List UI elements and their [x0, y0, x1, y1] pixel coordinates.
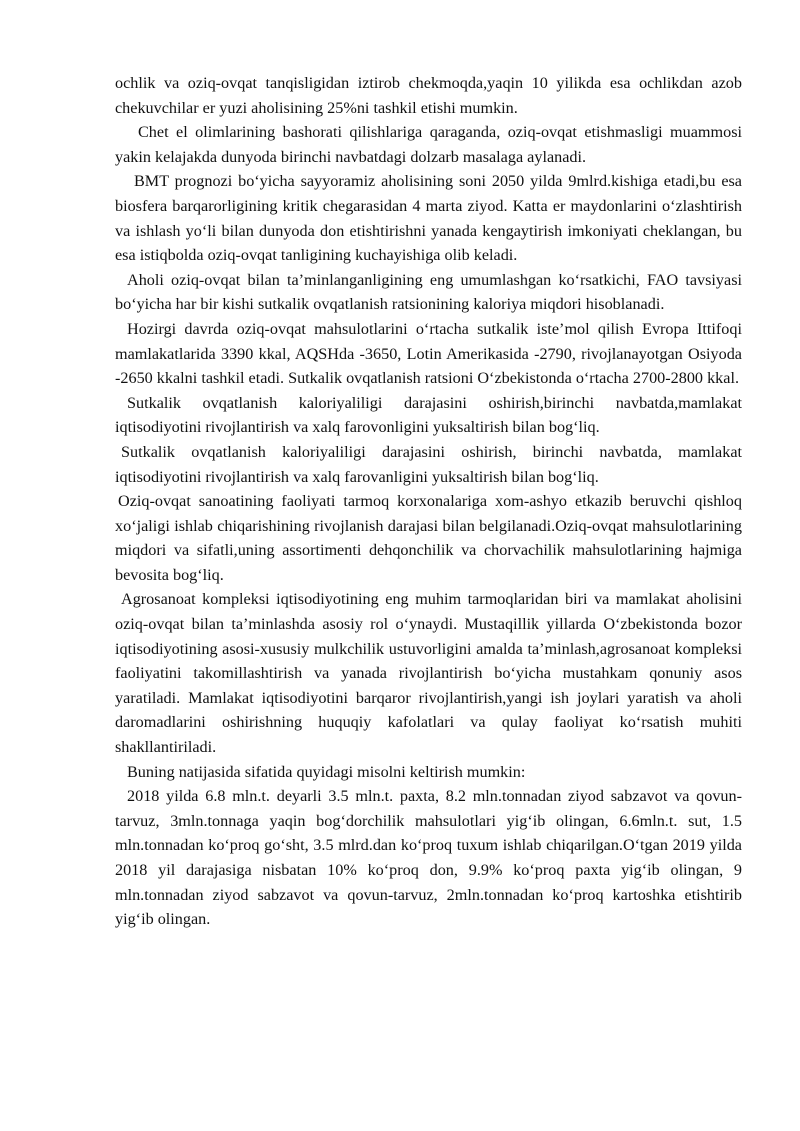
- paragraph-agro-complex: Agrosanoat kompleksi iqtisodiyotining eng muhim tarmoqlaridan biri va mamlakat aholisini oziq-ovqat bilan ta’minlashda asosiy rol o‘ynaydi. Mustaqillik yillarda O‘zbekistonda bozor iqtisodiyotining asosi-xususiy mulkchilik ustuvorligini amalda ta’minlash,agrosanoat kompleksi faoliyatini takomillashtirish va yanada rivojlantirish bo‘yicha mustahkam qonuniy asos yaratiladi. Mamlakat iqtisodiyotini barqaror rivojlantirish,yangi ish joylari yaratish va aholi daromadlarini oshirishning huquqiy kafolatlari va qulay faoliyat ko‘rsatish muhiti shakllantiriladi.: [115, 590, 742, 757]
- paragraph-example-intro: Buning natijasida sifatida quyidagi misolni keltirish mumkin:: [127, 762, 526, 781]
- paragraph-calorie-increase-1: Sutkalik ovqatlanish kaloriyaliligi darajasini oshirish,birinchi navbatda,mamlakat iqtisodiyotini rivojlantirish va xalq farovonligini yuksaltirish bilan bog‘liq.: [115, 393, 742, 437]
- paragraph-production-statistics: 2018 yilda 6.8 mln.t. deyarli 3.5 mln.t. paxta, 8.2 mln.tonnadan ziyod sabzavot va qovun-tarvuz, 3mln.tonnaga yaqin bog‘dorchilik mahsulotlari yig‘ib olingan, 6.6mln.t. sut, 1.5 mln.tonnadan ko‘proq go‘sht, 3.5 mlrd.dan ko‘proq tuxum ishlab chiqarilgan.O‘tgan 2019 yilda 2018 yil darajasiga nisbatan 10% ko‘proq don, 9.9% ko‘proq paxta yig‘ib olingan, 9 mln.tonnadan ziyod sabzavot va qovun-tarvuz, 2mln.tonnadan ko‘proq kartoshka etishtirib yig‘ib olingan.: [115, 787, 742, 929]
- paragraph-food-industry: Oziq-ovqat sanoatining faoliyati tarmoq korxonalariga xom-ashyo etkazib beruvchi qishloq xo‘jaligi ishlab chiqarishining rivojlanish darajasi bilan belgilanadi.Oziq-ovqat mahsulotlarining miqdori va sifatli,uning assortimenti dehqonchilik va chorvachilik mahsulotlarining hajmiga bevosita bog‘liq.: [115, 492, 742, 584]
- paragraph-foreign-scientists: Chet el olimlarining bashorati qilishlariga qaraganda, oziq-ovqat etishmasligi muammosi yakin kelajakda dunyoda birinchi navbatdagi dolzarb masalaga aylanadi.: [115, 123, 742, 166]
- paragraph-un-forecast: BMT prognozi bo‘yicha sayyoramiz aholisining soni 2050 yilda 9mlrd.kishiga etadi,bu esa biosfera barqarorligining kritik chegarasidan 4 marta ziyod. Katta er maydonlarini o‘zlashtirish va ishlash yo‘li bilan dunyoda don etishtirishni yanada kengaytirish imkoniyati cheklangan, bu esa istiqbolda oziq-ovqat tanligining kuchayishiga olib keladi.: [115, 172, 742, 265]
- paragraph-daily-consumption: Hozirgi davrda oziq-ovqat mahsulotlarini o‘rtacha sutkalik iste’mol qilish Evropa Ittifoqi mamlakatlarida 3390 kkal, AQSHda -3650, Lotin Amerikasida -2790, rivojlanayotgan Osiyoda -2650 kkalni tashkil etadi. Sutkalik ovqatlanish ratsioni O‘zbekistonda o‘rtacha 2700-2800 kkal.: [115, 319, 742, 388]
- paragraph-hunger-forecast: ochlik va oziq-ovqat tanqisligidan iztirob chekmoqda,yaqin 10 yilikda esa ochlikdan azob chekuvchilar er yuzi aholisining 25%ni tashkil etishi mumkin.: [115, 74, 742, 117]
- paragraph-fao-indicator: Aholi oziq-ovqat bilan ta’minlanganligining eng umumlashgan ko‘rsatkichi, FAO tavsiyasi bo‘yicha har bir kishi sutkalik ovqatlanish ratsionining kaloriya miqdori hisoblanadi.: [115, 270, 742, 314]
- document-page: [115, 71, 742, 932]
- paragraph-calorie-increase-2: Sutkalik ovqatlanish kaloriyaliligi darajasini oshirish, birinchi navbatda, mamlakat iqtisodiyotini rivojlantirish va xalq farovanligini yuksaltirish bilan bog‘liq.: [115, 442, 742, 486]
